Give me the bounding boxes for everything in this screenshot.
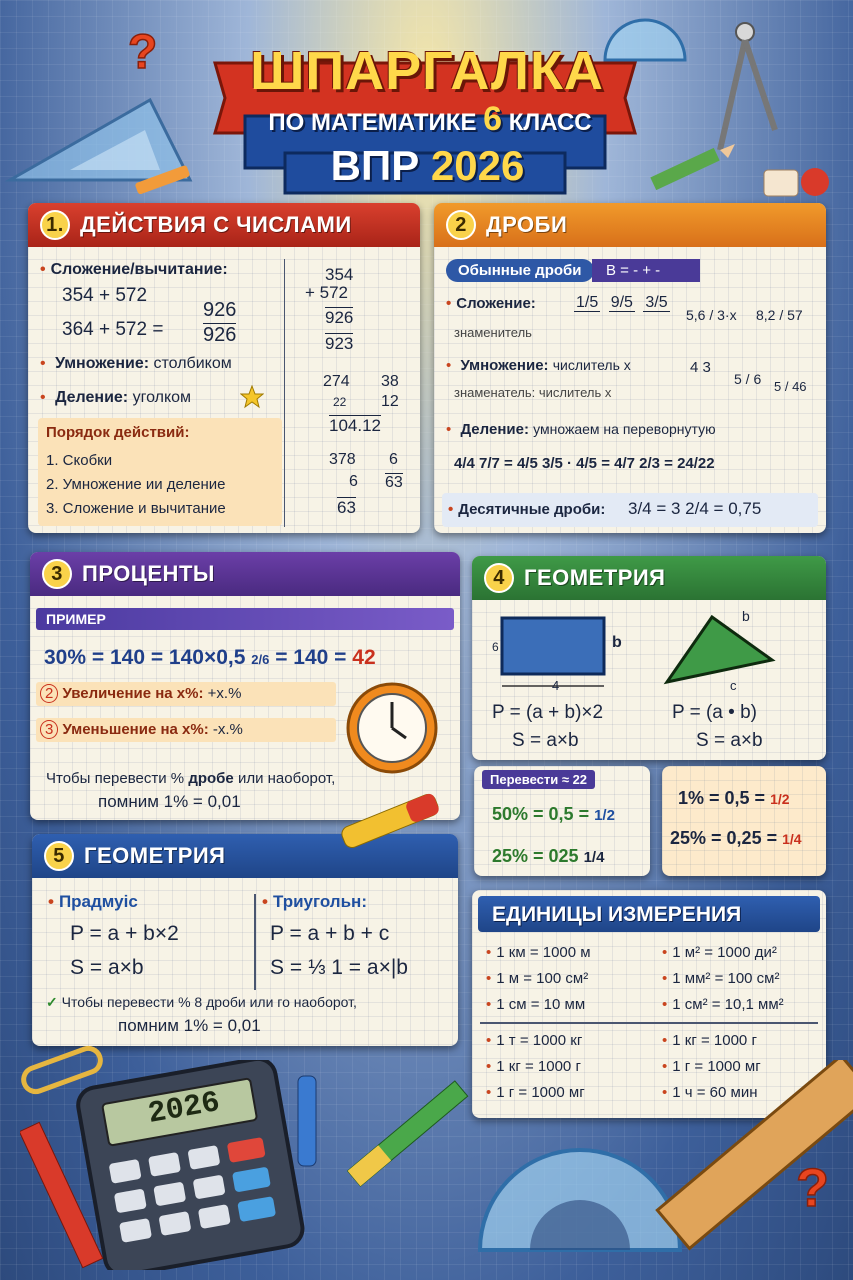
multiply-text: столбиком xyxy=(153,355,232,372)
section-title: ДЕЙСТВИЯ С ЧИСЛАМИ xyxy=(80,212,352,237)
subtitle-text: ПО МАТЕМАТИКЕ xyxy=(268,109,477,136)
decimal-box xyxy=(442,493,818,527)
col3-d: 63 xyxy=(385,474,403,491)
frac-mul-sub-a: знаменатель: xyxy=(454,385,536,400)
header xyxy=(0,0,853,200)
unit-lb-2: • 1 г = 1000 мг xyxy=(486,1084,585,1101)
note1-c: или наоборот, xyxy=(237,770,336,787)
convert-box-left xyxy=(474,766,650,876)
note1-b: дробе xyxy=(188,770,234,787)
unit-rb-0: • 1 кг = 1000 г xyxy=(662,1032,757,1049)
decrease-value: -x.% xyxy=(212,721,243,738)
subtitle xyxy=(245,100,615,139)
unit-rb-1: • 1 г = 1000 мг xyxy=(662,1058,761,1075)
order-box xyxy=(38,418,282,526)
increase-value: +x.% xyxy=(207,685,242,702)
unit-lt-0: • 1 км = 1000 м xyxy=(486,944,591,961)
tri-base: c xyxy=(730,678,737,693)
col1-line-4: 923 xyxy=(325,334,354,353)
col-a-s: S = a×b xyxy=(70,956,144,979)
section-numbers xyxy=(28,203,420,533)
section-percent-header xyxy=(30,552,460,596)
convert-4-frac: 1/4 xyxy=(782,831,802,847)
increase-row xyxy=(36,682,336,706)
column-calc-area xyxy=(284,259,414,527)
convert-2-text: 25% = 025 xyxy=(492,846,579,866)
increase-label: Увеличение на x%: xyxy=(62,685,204,702)
exam-year: 2026 xyxy=(430,142,525,189)
frac-1-text: 1/5 xyxy=(576,294,599,312)
geom2-note-2: помним 1% = 0,01 xyxy=(118,1016,261,1035)
question-mark-bottom-icon xyxy=(790,1150,840,1220)
s-rect: S = a×b xyxy=(512,730,579,751)
question-mark-icon xyxy=(120,20,170,80)
multiply-label: Умножение: xyxy=(55,355,150,372)
col1-line-2: + 572 xyxy=(305,283,349,302)
exam-name: ВПР xyxy=(330,142,420,189)
unit-rt-1: • 1 мм² = 100 см² xyxy=(662,970,780,987)
frac-2 xyxy=(609,295,635,312)
increase-text xyxy=(40,685,241,702)
increase-num: 2 xyxy=(40,684,58,703)
convert-3-text: 1% = 0,5 = xyxy=(678,788,766,808)
section-geometry-2 xyxy=(32,834,458,1046)
col1-line-3: 926 xyxy=(325,308,354,327)
decrease-row xyxy=(36,718,336,742)
add-example-result-a: 926 xyxy=(203,299,237,321)
frac-mul-result: 5 / 6 xyxy=(734,371,762,387)
convert-1-frac: 1/2 xyxy=(594,807,615,824)
geom2-note-1-text: Чтобы перевести % 8 дроби или го наоборот, xyxy=(61,994,357,1010)
decimal-expr: 3/4 = 3 2/4 = 0,75 xyxy=(628,499,762,518)
decrease-num: 3 xyxy=(40,720,58,739)
marker-icon xyxy=(330,780,450,860)
frac-div-label: Деление: xyxy=(460,421,529,438)
decrease-text xyxy=(40,721,243,738)
common-fractions-badge: Обынные дроби xyxy=(446,259,594,282)
order-item-2: 2. Умножение ии деление xyxy=(46,476,226,493)
s-tri: S = a×b xyxy=(696,730,763,751)
decrease-label: Уменьшение на x%: xyxy=(62,721,209,738)
section-title: ГЕОМЕТРИЯ xyxy=(84,843,226,868)
section-geometry-1-header xyxy=(472,556,826,600)
convert-1-text: 50% = 0,5 = xyxy=(492,804,590,824)
clock-icon xyxy=(342,676,442,776)
convert-2-frac: 1/4 xyxy=(583,849,605,866)
main-title: ШПАРГАЛКА xyxy=(250,41,604,101)
p-tri: P = (a • b) xyxy=(672,702,757,723)
geom2-note-1 xyxy=(46,994,357,1011)
svg-text:?: ? xyxy=(128,26,158,79)
col1-line-1: 354 xyxy=(325,265,354,284)
section-geometry-1 xyxy=(472,556,826,760)
multiply-row xyxy=(40,355,232,373)
col3-a: 378 xyxy=(329,451,356,468)
section-title: ГЕОМЕТРИЯ xyxy=(524,565,666,590)
section-title: ПРОЦЕНТЫ xyxy=(82,561,215,586)
calculator-display: 2026 xyxy=(145,1086,223,1132)
section-fractions-header xyxy=(434,203,826,247)
col2-a: 274 xyxy=(323,373,350,390)
divide-label: Деление: xyxy=(55,389,129,406)
example-expr xyxy=(44,646,376,670)
frac-mul-values: 4 3 xyxy=(690,359,711,376)
unit-lt-1: • 1 м = 100 см² xyxy=(486,970,588,987)
percent-note-1 xyxy=(46,770,335,787)
section-number-badge: 2 xyxy=(446,210,476,240)
red-pencil-icon xyxy=(20,1110,130,1280)
unit-lb-1: • 1 кг = 1000 г xyxy=(486,1058,581,1075)
units-title: ЕДИНИЦЫ ИЗМЕРЕНИЯ xyxy=(492,903,742,926)
example-tail: = 140 = xyxy=(275,646,347,669)
badge-tail: B = - + - xyxy=(592,259,700,282)
unit-lt-2: • 1 см = 10 мм xyxy=(486,996,585,1013)
convert-2 xyxy=(492,846,604,867)
frac-3 xyxy=(643,295,669,312)
order-item-3: 3. Сложение и вычитание xyxy=(46,500,226,517)
col-b-s: S = ⅓ 1 = a×|b xyxy=(270,956,408,979)
frac-mul-result-2: 5 / 46 xyxy=(774,379,807,394)
unit-rt-2: • 1 см² = 10,1 мм² xyxy=(662,996,784,1013)
pen-icon xyxy=(282,1070,332,1180)
add-sub-label: • Сложение/вычитание: xyxy=(40,261,228,279)
paperclip-icon xyxy=(12,1040,112,1100)
triangle-figure-icon xyxy=(662,612,782,692)
chalk-icon xyxy=(130,160,200,200)
convert-1 xyxy=(492,804,615,825)
star-icon xyxy=(240,385,264,409)
frac-mul-sub xyxy=(454,385,611,400)
frac-3-text: 3/5 xyxy=(645,294,668,312)
add-example-2: 364 + 572 = xyxy=(62,319,164,340)
col3-c: 6 xyxy=(349,473,358,490)
note1-a: Чтобы перевести % xyxy=(46,770,185,787)
example-result: 42 xyxy=(352,646,376,669)
col-a-p: P = a + b×2 xyxy=(70,922,179,945)
section-fractions xyxy=(434,203,826,533)
compass-icon xyxy=(700,10,790,160)
column-divider xyxy=(254,894,256,990)
frac-add-expr xyxy=(572,295,672,313)
exam-title xyxy=(285,142,570,190)
add-example-result-b: 926 xyxy=(203,324,237,346)
section-number-badge: 5 xyxy=(44,841,74,871)
p-rect: P = (a + b)×2 xyxy=(492,702,604,723)
frac-add-result-2: 8,2 / 57 xyxy=(756,307,803,323)
col3-b: 6 xyxy=(389,451,398,468)
col2-b: 38 xyxy=(381,373,399,390)
section-number-badge: 1. xyxy=(40,210,70,240)
grade-number: 6 xyxy=(483,100,503,138)
convert-3 xyxy=(678,788,790,809)
frac-2-text: 9/5 xyxy=(610,294,633,312)
col3-result: 63 xyxy=(337,498,356,517)
section-number-badge: 3 xyxy=(42,559,72,589)
decimal-label: • Десятичные дроби: xyxy=(448,501,605,518)
col-b-p: P = a + b + c xyxy=(270,922,390,945)
units-divider xyxy=(480,1022,818,1024)
convert-4 xyxy=(670,828,802,849)
rect-side-b: b xyxy=(612,634,622,651)
frac-mul-sub-b: числитель x xyxy=(538,385,612,400)
divide-row xyxy=(40,389,191,407)
convert-4-text: 25% = 0,25 = xyxy=(670,828,778,848)
convert-box-right xyxy=(662,766,826,876)
order-title: Порядок действий: xyxy=(46,424,190,441)
green-pencil-icon xyxy=(320,1070,480,1210)
col2-c: 22 xyxy=(333,395,347,409)
frac-1 xyxy=(574,295,600,312)
convert-3-frac: 1/2 xyxy=(770,791,790,807)
col-b-title: • Триугольн: xyxy=(262,892,367,912)
add-example-1: 354 + 572 xyxy=(62,285,148,306)
frac-div-expr: 4/4 7/7 = 4/5 3/5 · 4/5 = 4/7 2/3 = 24/22 xyxy=(454,455,715,472)
percent-note-2: помним 1% = 0,01 xyxy=(98,792,241,811)
col2-d: 12 xyxy=(381,393,399,410)
col2-result: 104.12 xyxy=(329,416,381,435)
example-main: 30% = 140 = 140×0,5 xyxy=(44,646,246,669)
tri-label: b xyxy=(742,608,750,624)
frac-mul-text: числитель x xyxy=(552,357,631,373)
units-header xyxy=(478,896,820,932)
svg-text:?: ? xyxy=(796,1158,829,1218)
unit-rt-0: • 1 м² = 1000 ди² xyxy=(662,944,777,961)
pencil-icon xyxy=(640,140,740,200)
section-title: ДРОБИ xyxy=(486,212,568,237)
frac-add-sub: знаменитель xyxy=(454,325,532,340)
frac-div-row xyxy=(446,421,716,438)
unit-lb-0: • 1 т = 1000 кг xyxy=(486,1032,582,1049)
section-numbers-header xyxy=(28,203,420,247)
grade-word: КЛАСС xyxy=(508,109,592,136)
frac-div-text: умножаем на перевoрнутую xyxy=(533,421,716,437)
example-bar xyxy=(36,608,454,630)
example-label: ПРИМЕР xyxy=(46,611,106,627)
check-icon: ✓ xyxy=(46,994,58,1010)
fractions-badge-row xyxy=(446,259,700,282)
col-a-title: • Прадмуіс xyxy=(48,892,138,912)
divide-text: уголком xyxy=(132,389,192,406)
frac-mul-row xyxy=(446,357,631,374)
example-frac: 2/6 xyxy=(251,652,270,667)
frac-add-label: • Сложение: xyxy=(446,295,536,312)
rect-side-a: 4 xyxy=(552,678,560,693)
order-item-1: 1. Скобки xyxy=(46,452,113,469)
frac-mul-label: Умножение: xyxy=(460,357,549,374)
rect-side-c: 6 xyxy=(492,640,499,654)
unit-rb-2: • 1 ч = 60 мин xyxy=(662,1084,758,1101)
convert-label: Перевести ≈ 22 xyxy=(482,770,595,789)
section-number-badge: 4 xyxy=(484,563,514,593)
frac-add-result: 5,6 / 3·x xyxy=(686,307,737,323)
